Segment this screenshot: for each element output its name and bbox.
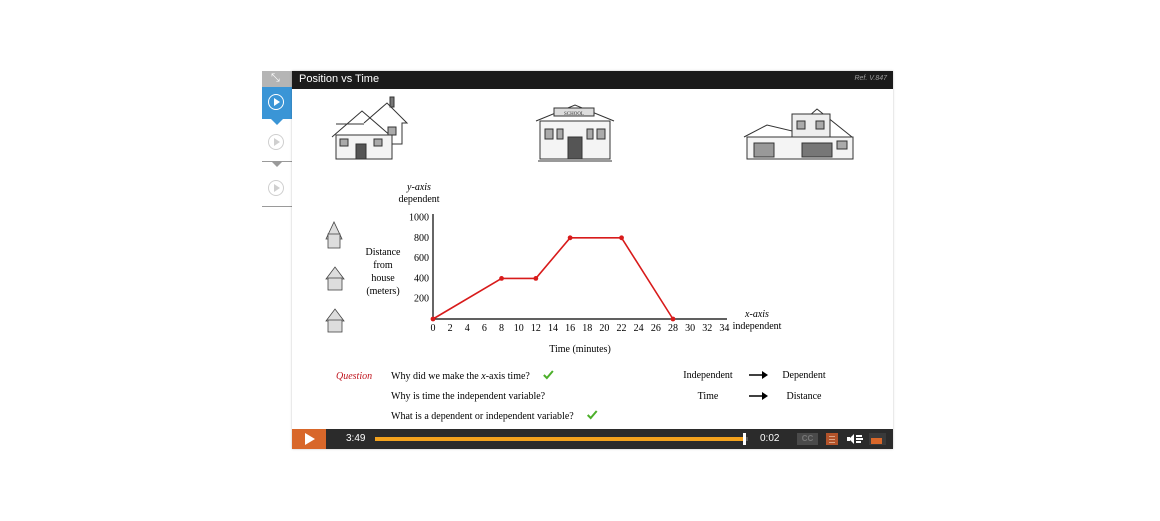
x-axis-caption: independent [732, 321, 782, 332]
seek-handle[interactable] [743, 433, 746, 445]
data-point [671, 317, 676, 322]
seek-progress [375, 437, 744, 441]
chapter-3-button[interactable] [262, 173, 292, 203]
settings-button[interactable] [869, 433, 886, 445]
x-tick-label: 18 [582, 323, 593, 334]
menu-button[interactable] [826, 433, 838, 445]
expand-icon: ⤡ [271, 72, 280, 84]
relation-right: Dependent [782, 370, 826, 381]
y-tick-label: 800 [414, 232, 429, 244]
data-point [431, 317, 436, 322]
speaker-cone [849, 434, 854, 444]
question-label: Question [336, 371, 373, 382]
data-point [499, 276, 504, 281]
play-circle-icon [268, 134, 284, 150]
x-tick-label: 8 [499, 323, 505, 334]
y-axis-label-line: Distance [365, 247, 401, 258]
y-axis-caption: dependent [398, 194, 440, 205]
y-axis-label-line: (meters) [366, 286, 400, 297]
remaining-time: 0:02 [760, 433, 780, 444]
video-player [292, 71, 893, 449]
checkmark-icon [544, 371, 553, 378]
video-frame[interactable] [292, 89, 893, 429]
mansion-illustration [744, 109, 853, 159]
data-point [533, 276, 538, 281]
x-tick-label: 24 [633, 323, 644, 334]
x-tick-label: 0 [430, 323, 436, 334]
position-series-line [433, 238, 673, 319]
arrow-head [762, 371, 768, 379]
relations-list [683, 370, 826, 402]
position-time-chart [409, 213, 729, 335]
y-tick-label: 600 [414, 253, 429, 265]
house-icon [326, 309, 344, 332]
y-axis-label-line: from [373, 260, 393, 271]
x-tick-label: 34 [719, 323, 730, 334]
house-icon [326, 222, 342, 248]
chapter-divider [262, 161, 292, 162]
volume-button[interactable] [847, 433, 863, 445]
relation-left: Time [697, 391, 719, 402]
arrow-head [762, 392, 768, 400]
y-tick-label: 200 [414, 293, 429, 305]
x-tick-label: 22 [616, 323, 627, 334]
title-bar [292, 71, 893, 89]
y-axis-caption: y-axis [407, 182, 431, 193]
chapter-2-button[interactable] [262, 127, 292, 157]
question-text: Why is time the independent variable? [391, 391, 546, 402]
house-icon [326, 267, 344, 290]
control-bar [292, 429, 893, 449]
x-tick-label: 10 [513, 323, 524, 334]
school-illustration [536, 105, 614, 161]
x-tick-label: 32 [702, 323, 713, 334]
y-axis-label [366, 247, 402, 297]
play-button[interactable] [292, 429, 326, 449]
slide-canvas [292, 89, 893, 429]
x-tick-label: 28 [667, 323, 678, 334]
question-text: Why did we make the x-axis time? [391, 371, 530, 382]
house-illustration [332, 97, 407, 159]
play-circle-icon [268, 180, 284, 196]
data-point [568, 235, 573, 240]
chapter-strip [262, 71, 292, 211]
relation-left: Independent [683, 370, 733, 381]
checkmark-icon [588, 411, 597, 418]
x-tick-label: 20 [599, 323, 610, 334]
x-tick-label: 6 [481, 323, 487, 334]
x-tick-label: 4 [464, 323, 470, 334]
play-circle-icon [268, 94, 284, 110]
question-text: What is a dependent or independent variable? [391, 411, 574, 422]
collapse-button[interactable] [262, 71, 292, 87]
question-list [391, 371, 597, 422]
video-title: Position vs Time [299, 73, 380, 85]
total-time: 3:49 [346, 433, 366, 444]
y-tick-label: 1000 [409, 212, 429, 224]
reference-code: Ref. V.847 [854, 75, 887, 82]
y-axis-label-line: house [371, 273, 395, 284]
x-tick-label: 2 [447, 323, 453, 334]
svg-text:SCHOOL: SCHOOL [563, 112, 585, 117]
y-tick-label: 400 [414, 273, 429, 285]
chapter-1-button[interactable] [262, 87, 292, 119]
relation-right: Distance [786, 391, 822, 402]
seek-bar[interactable] [375, 437, 748, 441]
x-tick-label: 30 [685, 323, 696, 334]
captions-button[interactable]: CC [797, 433, 818, 445]
x-tick-label: 12 [530, 323, 541, 334]
x-tick-label: 14 [547, 323, 558, 334]
x-axis-label: Time (minutes) [549, 344, 611, 355]
x-tick-label: 16 [565, 323, 576, 334]
chapter-divider [262, 206, 292, 207]
x-tick-label: 26 [650, 323, 661, 334]
x-axis-caption: x-axis [745, 309, 769, 320]
data-point [619, 235, 624, 240]
